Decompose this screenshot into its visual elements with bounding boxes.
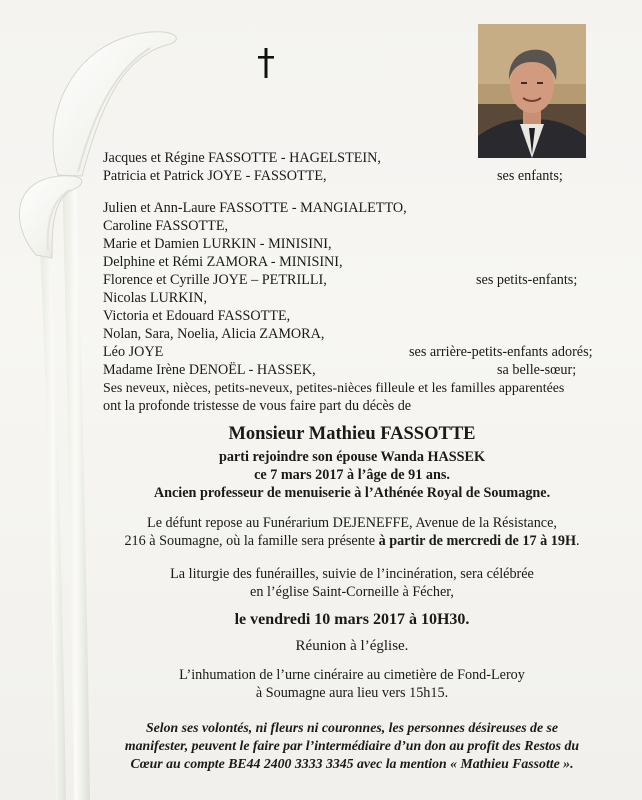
rest-line-2 (103, 533, 601, 550)
family-line: Léo JOYE (103, 344, 164, 360)
family-line: Patricia et Patrick JOYE - FASSOTTE, (103, 168, 327, 184)
meeting-line: Réunion à l’église. (295, 638, 409, 654)
children-role: ses enfants; (497, 168, 563, 184)
family-line: Victoria et Edouard FASSOTTE, (103, 308, 291, 324)
rest-line-text: 216 à Soumagne, où la famille sera présente (124, 533, 379, 549)
family-line: Madame Irène DENOËL - HASSEK, (103, 362, 316, 378)
others-line: Ses neveux, nièces, petits-neveux, petites-nièces filleule et les familles apparentées (103, 381, 565, 396)
deceased-line: Ancien professeur de menuiserie à l’Athénée Royal de Soumagne. (153, 485, 551, 501)
rest-line: Le défunt repose au Funérarium DEJENEFFE, Avenue de la Résistance, (147, 515, 557, 531)
family-line: Florence et Cyrille JOYE – PETRILLI, (103, 272, 327, 288)
family-line: Nolan, Sara, Noelia, Alicia ZAMORA, (103, 326, 325, 342)
wishes-line: Selon ses volontés, ni fleurs ni couronnes, les personnes désireuses de se (145, 720, 559, 735)
burial-line: L’inhumation de l’urne cinéraire au cimetière de Fond-Leroy (179, 667, 525, 683)
family-line: Jacques et Régine FASSOTTE - HAGELSTEIN, (103, 150, 381, 166)
family-line: Julien et Ann-Laure FASSOTTE - MANGIALETTO, (103, 200, 407, 216)
family-line: Caroline FASSOTTE, (103, 218, 229, 234)
wishes-line: Cœur au compte BE44 2400 3333 3345 avec la mention « Mathieu Fassotte ». (130, 756, 574, 771)
deceased-line: parti rejoindre son épouse Wanda HASSEK (218, 449, 486, 465)
liturgy-line: en l’église Saint-Corneille à Fécher, (250, 584, 454, 600)
deceased-name: Monsieur Mathieu FASSOTTE (228, 424, 476, 444)
cross-icon (257, 48, 275, 78)
family-line: Delphine et Rémi ZAMORA - MINISINI, (103, 254, 343, 270)
deceased-line: ce 7 mars 2017 à l’âge de 91 ans. (254, 467, 450, 483)
portrait-photo (478, 24, 586, 158)
sister-in-law-role: sa belle-sœur; (497, 362, 577, 378)
grandchildren-role: ses petits-enfants; (476, 272, 578, 288)
rest-hours: à partir de mercredi de 17 à 19H (378, 533, 576, 549)
burial-line: à Soumagne aura lieu vers 15h15. (255, 685, 449, 701)
family-line: Marie et Damien LURKIN - MINISINI, (103, 236, 332, 252)
wishes-line: manifester, peuvent le faire par l’intermédiaire d’un don au profit des Restos du (124, 738, 580, 753)
announcement-line: ont la profonde tristesse de vous faire part du décès de (103, 398, 412, 414)
liturgy-line: La liturgie des funérailles, suivie de l’incinération, sera célébrée (170, 566, 534, 582)
family-line: Nicolas LURKIN, (103, 290, 208, 306)
rest-line-end: . (575, 533, 580, 549)
funeral-date: le vendredi 10 mars 2017 à 10H30. (234, 611, 470, 628)
great-grandchildren-role: ses arrière-petits-enfants adorés; (409, 344, 593, 360)
